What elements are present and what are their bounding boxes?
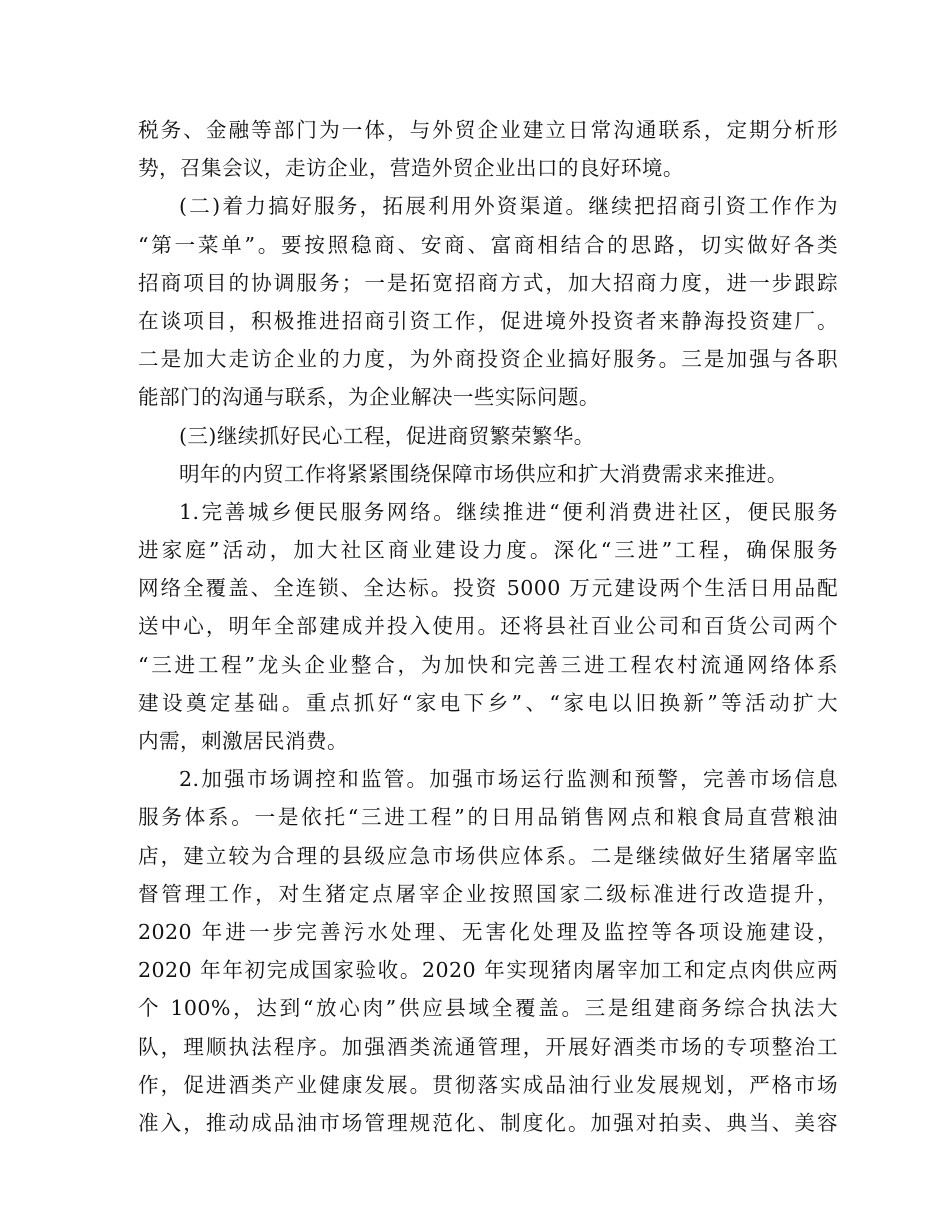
text-line: 队，理顺执法程序。加强酒类流通管理，开展好酒类市场的专项整治工 bbox=[138, 1034, 838, 1059]
list-item-heading: 1.完善城乡便民服务网络。继续推进“便利消费进社区，便民服务 bbox=[179, 499, 838, 524]
text-line: 势，召集会议，走访企业，营造外贸企业出口的良好环境。 bbox=[138, 156, 684, 181]
text-line: 作，促进酒类产业健康发展。贯彻落实成品油行业发展规划，严格市场 bbox=[138, 1072, 838, 1097]
text-line: 二是加大走访企业的力度，为外商投资企业搞好服务。三是加强与各职 bbox=[138, 347, 838, 372]
text-line: 进家庭”活动，加大社区商业建设力度。深化“三进”工程，确保服务 bbox=[138, 538, 838, 563]
text-line: 送中心，明年全部建成并投入使用。还将县社百业公司和百货公司两个 bbox=[138, 614, 838, 639]
text-line: “第一菜单”。要按照稳商、安商、富商相结合的思路，切实做好各类 bbox=[138, 232, 838, 257]
text-line: 督管理工作，对生猪定点屠宰企业按照国家二级标准进行改造提升， bbox=[138, 881, 838, 906]
text-line: 2020 年进一步完善污水处理、无害化处理及监控等各项设施建设， bbox=[138, 919, 838, 944]
text-line: 建设奠定基础。重点抓好“家电下乡”、“家电以旧换新”等活动扩大 bbox=[138, 690, 838, 715]
text-line: 店，建立较为合理的县级应急市场供应体系。二是继续做好生猪屠宰监 bbox=[138, 843, 838, 868]
list-item-heading: 2.加强市场调控和监管。加强市场运行监测和预警，完善市场信息 bbox=[179, 767, 838, 792]
document-body bbox=[138, 111, 838, 1142]
text-line: 网络全覆盖、全连锁、全达标。投资 5000 万元建设两个生活日用品配 bbox=[138, 576, 838, 601]
text-line: 在谈项目，积极推进招商引资工作，促进境外投资者来静海投资建厂。 bbox=[138, 308, 838, 333]
text-line: 税务、金融等部门为一体，与外贸企业建立日常沟通联系，定期分析形 bbox=[138, 118, 838, 142]
text-line: 服务体系。一是依托“三进工程”的日用品销售网点和粮食局直营粮油 bbox=[138, 805, 838, 830]
section-heading: (三)继续抓好民心工程，促进商贸繁荣繁华。 bbox=[179, 423, 595, 448]
section-heading: (二)着力搞好服务，拓展利用外资渠道。继续把招商引资工作作为 bbox=[179, 194, 838, 219]
text-line: 招商项目的协调服务；一是拓宽招商方式，加大招商力度，进一步跟踪 bbox=[138, 270, 838, 295]
text-line: “三进工程”龙头企业整合，为加快和完善三进工程农村流通网络体系 bbox=[138, 652, 838, 677]
text-line: 个 100%，达到“放心肉”供应县域全覆盖。三是组建商务综合执法大 bbox=[138, 996, 838, 1021]
text-line: 能部门的沟通与联系，为企业解决一些实际问题。 bbox=[138, 385, 600, 410]
text-line: 准入，推动成品油市场管理规范化、制度化。加强对拍卖、典当、美容 bbox=[138, 1110, 838, 1135]
text-line: 明年的内贸工作将紧紧围绕保障市场供应和扩大消费需求来推进。 bbox=[179, 461, 788, 486]
text-line: 内需，刺激居民消费。 bbox=[138, 729, 348, 753]
text-line: 2020 年年初完成国家验收。2020 年实现猪肉屠宰加工和定点肉供应两 bbox=[138, 958, 838, 983]
